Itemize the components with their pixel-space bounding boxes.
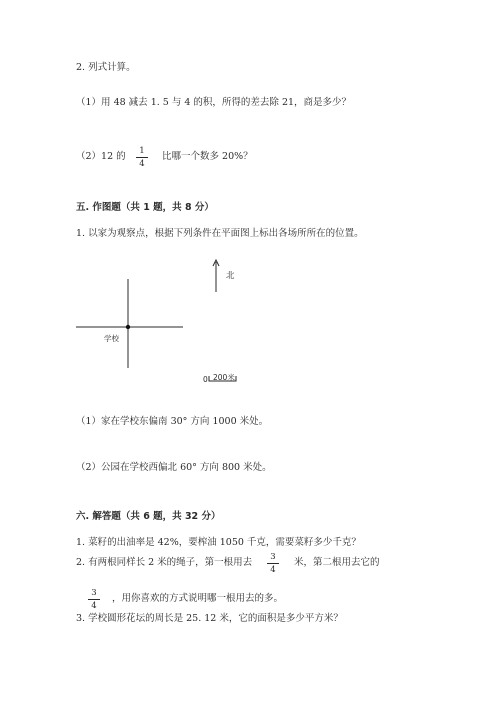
- question-6-2-part-2: 米，第二根用去它的: [294, 557, 380, 568]
- question-5-1: 1. 以家为观察点，根据下列条件在平面图上标出各场所所在的位置。: [76, 228, 364, 239]
- question-5-1-sub-2: （2）公园在学校西偏北 60° 方向 800 米处。: [76, 462, 272, 473]
- item-2-title: 2. 列式计算。: [76, 62, 136, 73]
- question-6-2-part-3: ，用你喜欢的方式说明哪一根用去的多。: [112, 593, 284, 604]
- question-2-1: （1）用 48 减去 1. 5 与 4 的积，所得的差去除 21，商是多少？: [76, 97, 352, 108]
- fraction-numerator: 3: [91, 588, 97, 598]
- fraction-denominator: 4: [91, 601, 97, 611]
- fraction-one-quarter: [136, 146, 148, 169]
- scale-bar: [209, 376, 236, 381]
- school-point: [126, 325, 130, 329]
- fraction-bar: [136, 157, 148, 158]
- fraction-bar: [267, 563, 279, 564]
- fraction-denominator: 4: [139, 159, 145, 169]
- fraction-three-quarters-2: [88, 588, 100, 611]
- north-arrow-head: [213, 260, 219, 266]
- question-6-2-part-1: 2. 有两根同样长 2 米的绳子，第一根用去: [76, 557, 253, 568]
- fraction-three-quarters-1: [267, 552, 279, 575]
- question-6-3: 3. 学校圆形花坛的周长是 25. 12 米，它的面积是多少平方米？: [76, 613, 343, 624]
- fraction-numerator: 3: [270, 552, 276, 562]
- section-5-heading: 五. 作图题（共 1 题，共 8 分）: [76, 202, 214, 213]
- north-label: 北: [226, 271, 235, 281]
- school-label: 学校: [104, 334, 119, 343]
- question-2-2-suffix: 比哪一个数多 20%？: [162, 151, 253, 162]
- question-5-1-sub-1: （1）家在学校东偏南 30° 方向 1000 米处。: [76, 416, 269, 427]
- question-2-2-prefix: （2）12 的: [76, 151, 126, 162]
- scale-zero: 0: [203, 375, 208, 384]
- fraction-numerator: 1: [139, 146, 145, 156]
- fraction-bar: [88, 599, 100, 600]
- scale-label: 200米: [213, 373, 235, 382]
- section-6-heading: 六. 解答题（共 6 题，共 32 分）: [76, 511, 221, 522]
- fraction-denominator: 4: [270, 565, 276, 575]
- question-6-1: 1. 菜籽的出油率是 42%，要榨油 1050 千克，需要菜籽多少千克？: [76, 537, 361, 548]
